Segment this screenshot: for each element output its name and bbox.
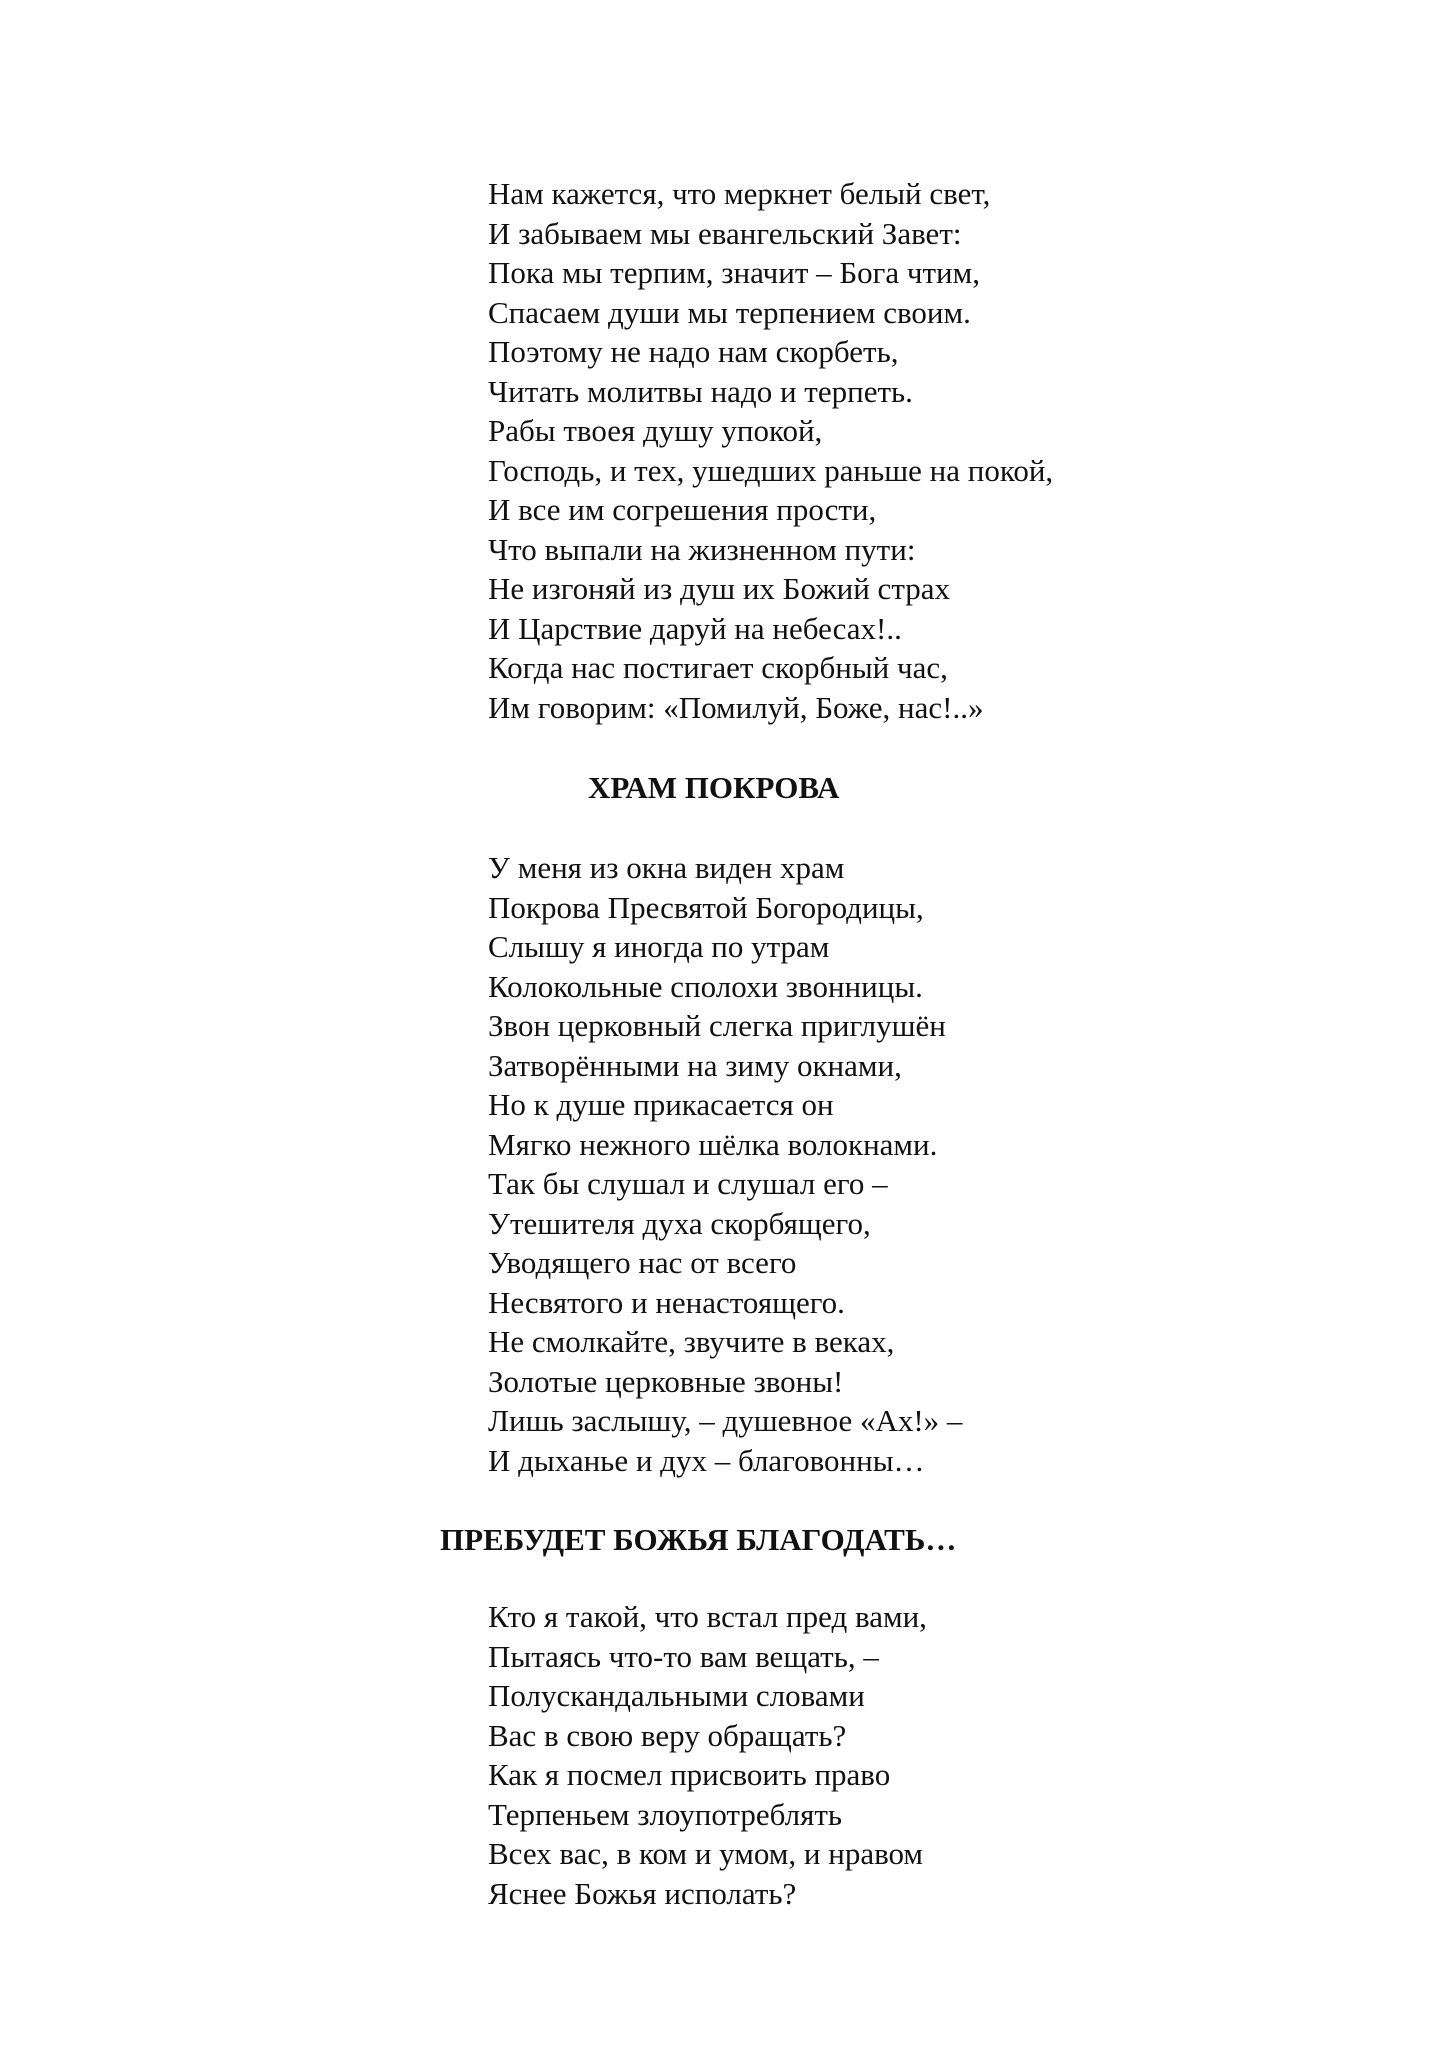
poem-line: Не смолкайте, звучите в веках,: [488, 1324, 895, 1359]
poem-title: ХРАМ ПОКРОВА: [588, 770, 840, 805]
poem-line: Мягко нежного шёлка волокнами.: [488, 1126, 938, 1162]
poem-line: Золотые церковные звоны!: [488, 1363, 844, 1399]
poem-line: Рабы твоея душу упокой,: [488, 413, 823, 448]
poem-line: Так бы слушал и слушал его –: [488, 1166, 888, 1201]
poem-line: Уводящего нас от всего: [488, 1245, 797, 1280]
poem-line: У меня из окна виден храм: [488, 850, 845, 885]
poem-line: Яснее Божья исполать?: [488, 1875, 797, 1911]
poem-line: Как я посмел присвоить право: [488, 1757, 891, 1792]
poem-line: И дыханье и дух – благовонны…: [488, 1442, 925, 1478]
poem-line: И Царствие даруй на небесах!..: [488, 610, 902, 646]
poem-line: Им говорим: «Помилуй, Боже, нас!..»: [488, 689, 984, 725]
poem-line: Спасаем души мы терпением своим.: [488, 294, 971, 330]
poem-1-lines: [488, 174, 1053, 727]
poem-line: Но к душе прикасается он: [488, 1087, 834, 1122]
poem-line: Пытаясь что-то вам вещать, –: [488, 1638, 879, 1674]
poem-line: И забываем мы евангельский Завет:: [488, 215, 962, 251]
poem-title: ПРЕБУДЕТ БОЖЬЯ БЛАГОДАТЬ…: [440, 1522, 957, 1557]
poem-line: Утешителя духа скорбящего,: [488, 1205, 871, 1241]
poem-line: Нам кажется, что меркнет белый свет,: [488, 176, 991, 211]
poem-line: Колокольные сполохи звонницы.: [488, 968, 923, 1004]
poem-line: Слышу я иногда по утрам: [488, 929, 830, 964]
poem-line: Затворёнными на зиму окнами,: [488, 1047, 902, 1083]
poem-line: Господь, и тех, ушедших раньше на покой,: [488, 452, 1054, 488]
poem-line: Что выпали на жизненном пути:: [488, 531, 916, 567]
poem-line: Поэтому не надо нам скорбеть,: [488, 334, 899, 369]
poem-line: Несвятого и ненастоящего.: [488, 1284, 845, 1320]
poem-line: Когда нас постигает скорбный час,: [488, 650, 948, 685]
poem-line: Звон церковный слегка приглушён: [488, 1008, 946, 1043]
poem-line: Не изгоняй из душ их Божий страх: [488, 571, 951, 606]
poem-line: Терпеньем злоупотреблять: [488, 1796, 843, 1832]
poem-line: Читать молитвы надо и терпеть.: [488, 373, 913, 409]
poem-line: Полускандальными словами: [488, 1678, 865, 1713]
poem-line: Лишь заслышу, – душевное «Ах!» –: [488, 1403, 963, 1438]
poem-2-lines: [488, 848, 962, 1480]
poem-line: Пока мы терпим, значит – Бога чтим,: [488, 255, 980, 290]
poem-line: Покрова Пресвятой Богородицы,: [488, 889, 924, 925]
poem-line: И все им согрешения прости,: [488, 492, 877, 527]
poem-3-lines: [488, 1597, 927, 1913]
poem-line: Кто я такой, что встал пред вами,: [488, 1599, 927, 1634]
poem-line: Всех вас, в ком и умом, и нравом: [488, 1836, 924, 1871]
poem-line: Вас в свою веру обращать?: [488, 1717, 847, 1753]
